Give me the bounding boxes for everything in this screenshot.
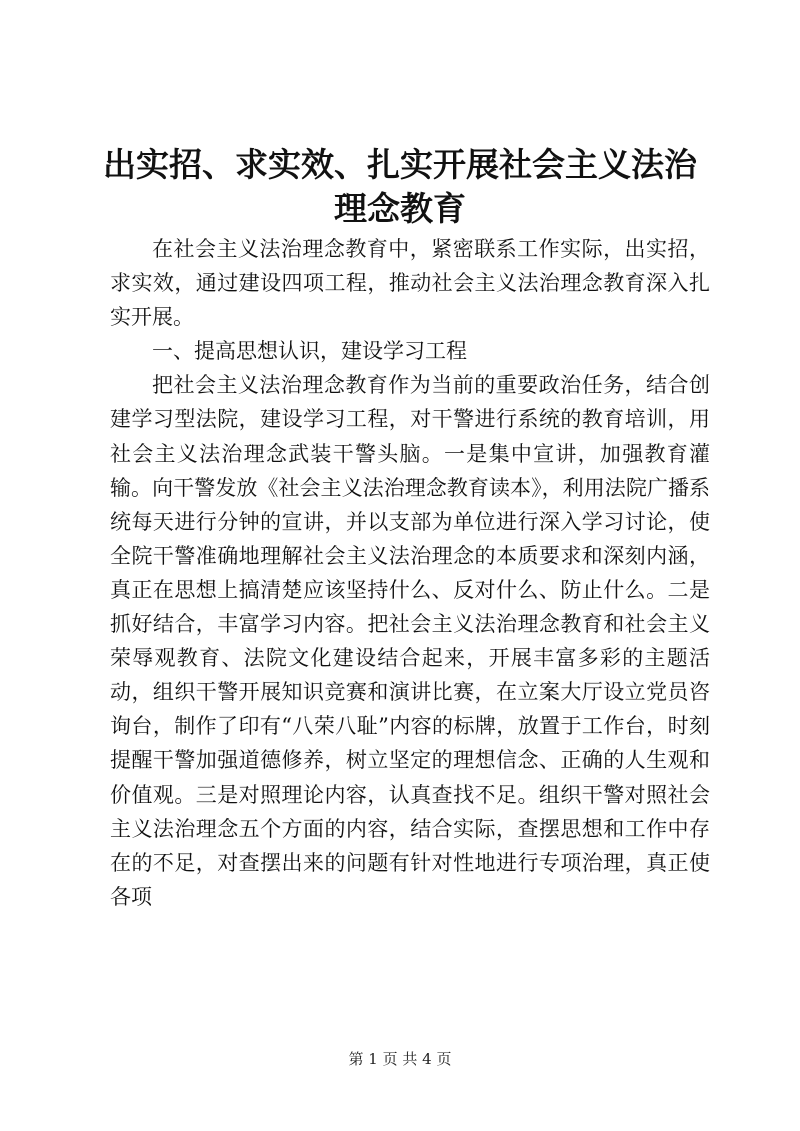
body-paragraph: 把社会主义法治理念教育作为当前的重要政治任务，结合创建学习型法院，建设学习工程，对干警进行系统的教育培训，用社会主义法治理念武装干警头脑。一是集中宣讲，加强教育灌输。向干警发放《社会主义法治理念教育读本》，利用法院广播系统每天进行分钟的宣讲，并以支部为单位进行深入学习讨论，使全院干警准确地理解社会主义法治理念的本质要求和深刻内涵，真正在思想上搞清楚应该坚持什么、反对什么、防止什么。二是抓好结合，丰富学习内容。把社会主义法治理念教育和社会主义荣辱观教育、法院文化建设结合起来，开展丰富多彩的主题活动，组织干警开展知识竞赛和演讲比赛，在立案大厅设立党员咨询台，制作了印有“八荣八耻”内容的标牌，放置于工作台，时刻提醒干警加强道德修养，树立坚定的理想信念、正确的人生观和价值观。三是对照理论内容，认真查找不足。组织干警对照社会主义法治理念五个方面的内容，结合实际，查摆思想和工作中存在的不足，对查摆出来的问题有针对性地进行专项治理，真正使各项 (110, 373, 710, 909)
document-title: 出实招、求实效、扎实开展社会主义法治理念教育 (103, 145, 697, 228)
document-body (110, 232, 710, 914)
section-heading: 一、提高思想认识，建设学习工程 (152, 339, 467, 364)
intro-paragraph: 在社会主义法治理念教育中，紧密联系工作实际，出实招，求实效，通过建设四项工程，推动社会主义法治理念教育深入扎实开展。 (110, 237, 710, 330)
page-number-footer: 第 1 页 共 4 页 (348, 1050, 452, 1068)
